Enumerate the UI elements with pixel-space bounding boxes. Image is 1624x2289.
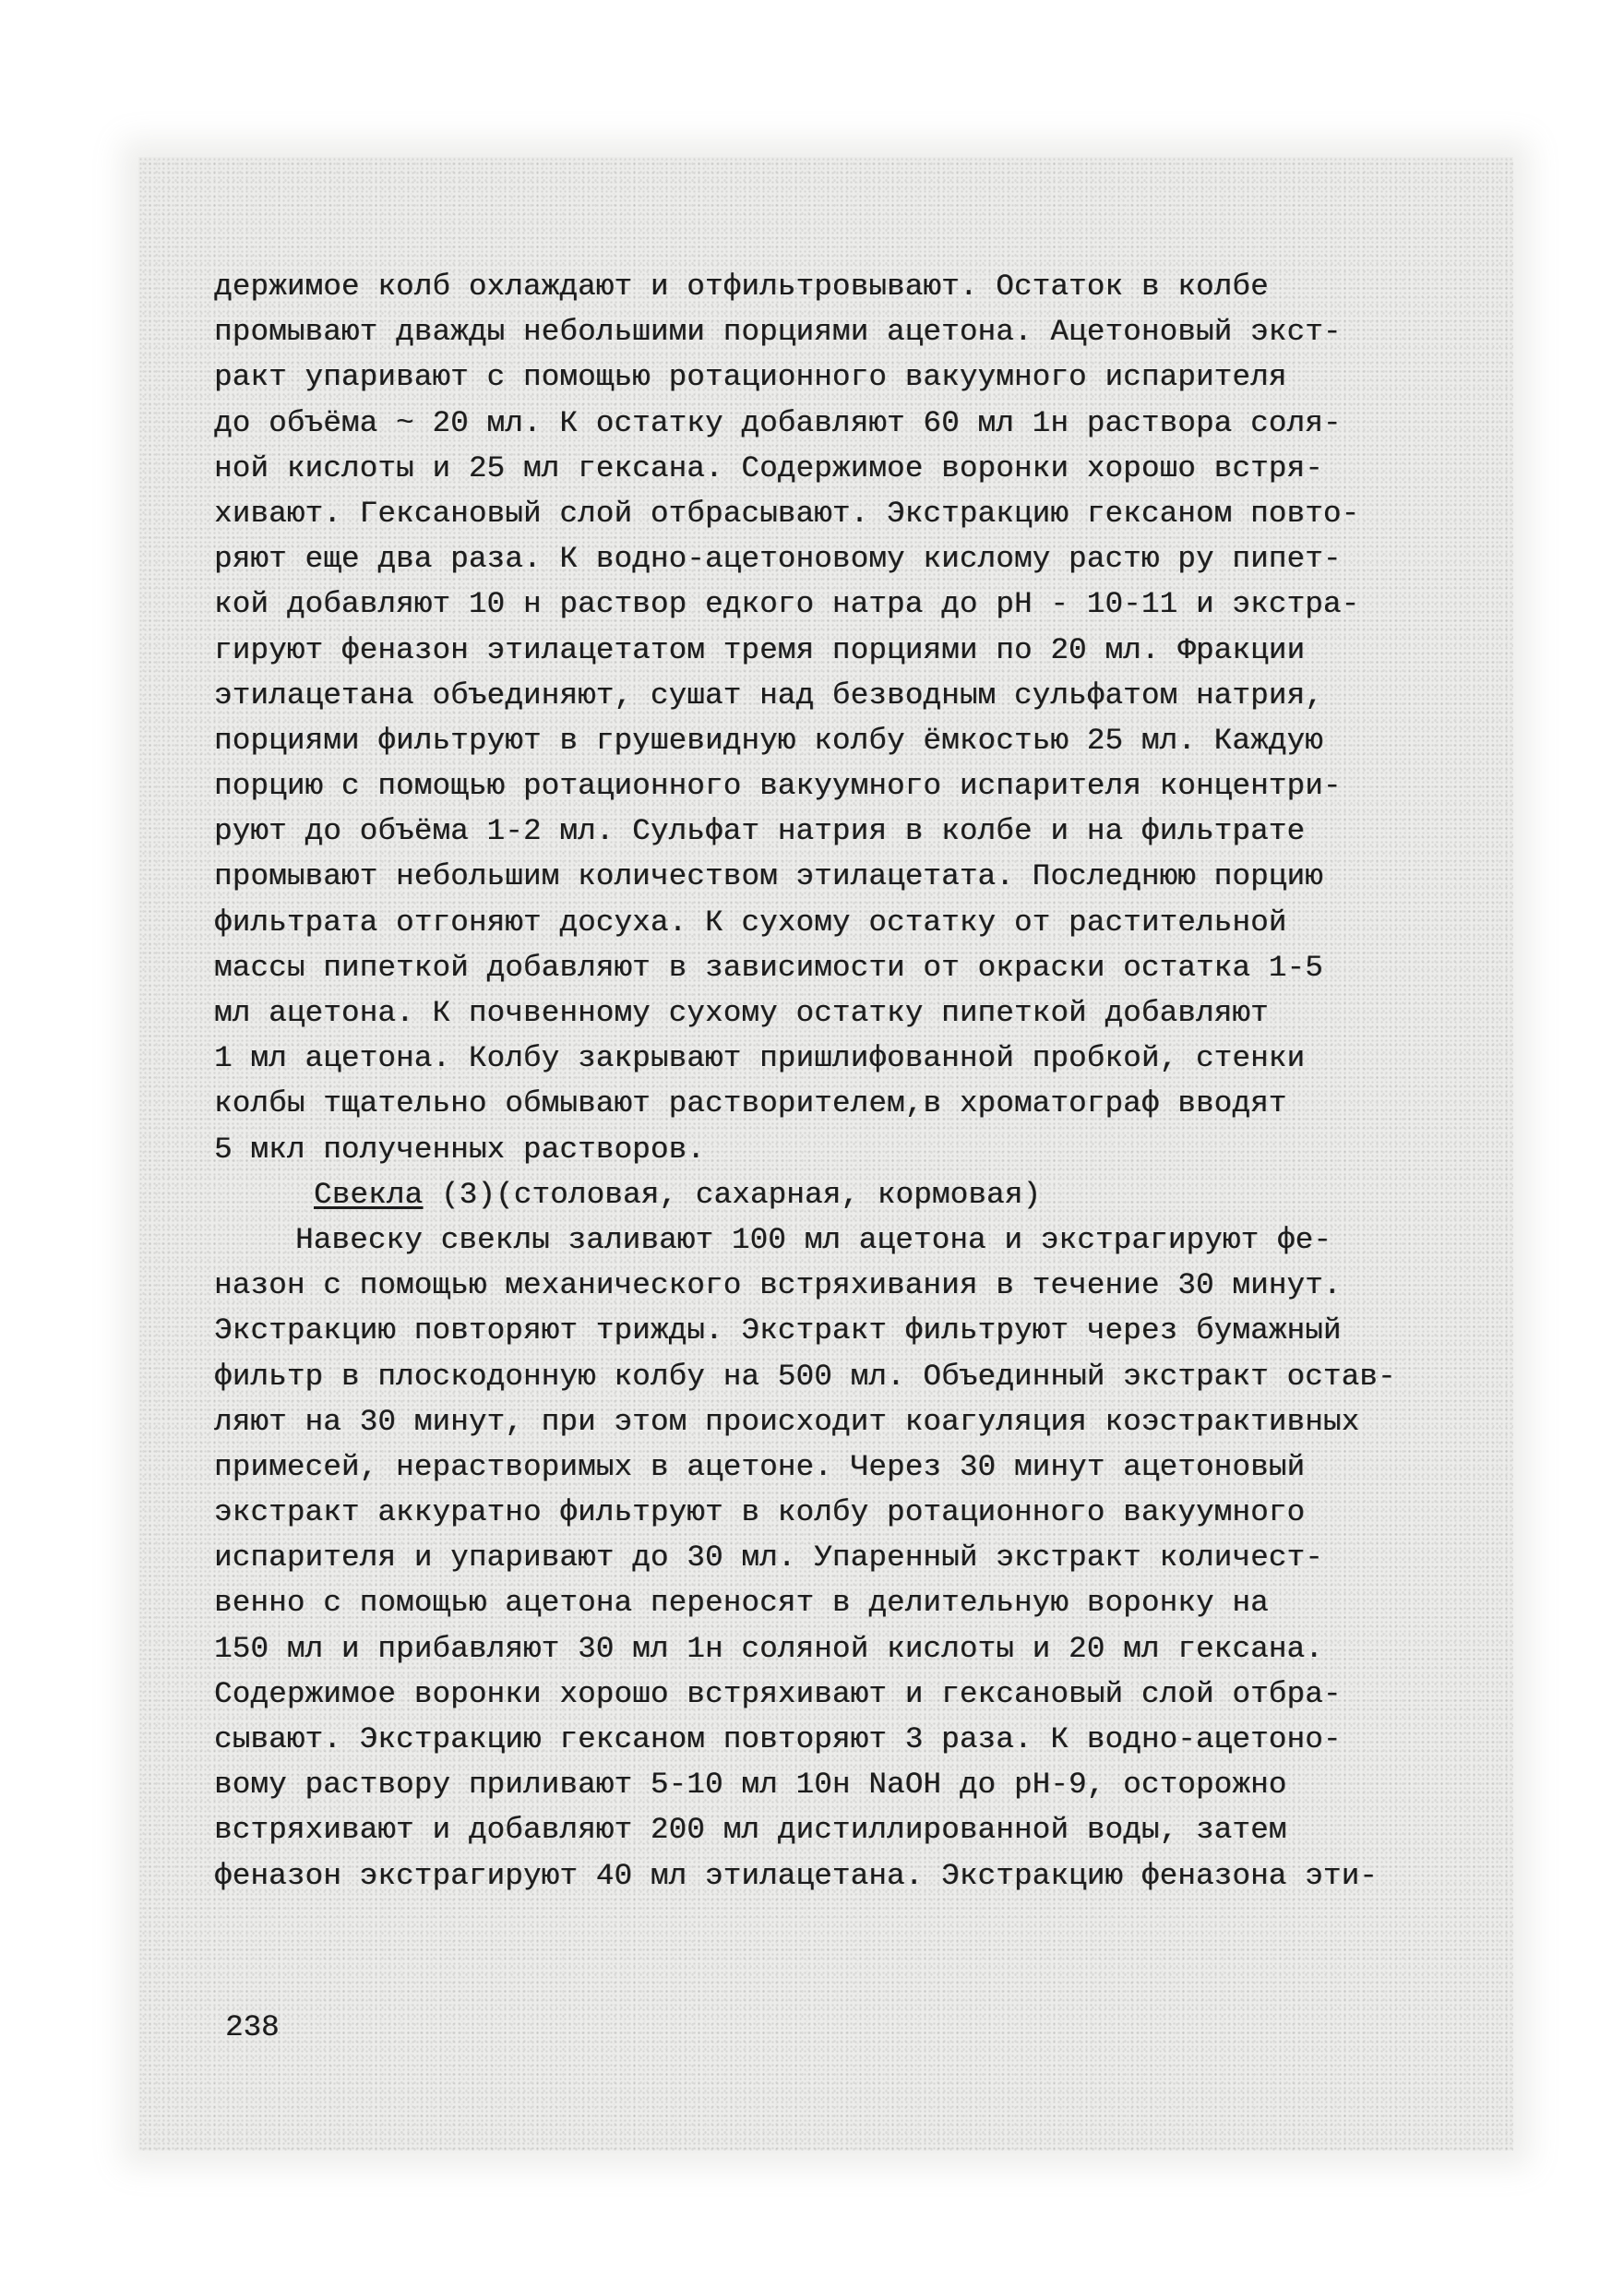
text-line: порцию с помощью ротационного вакуумного испарителя концентри- (214, 769, 1342, 804)
text-line: встряхивают и добавляют 200 мл дистиллированной воды, затем (214, 1813, 1287, 1848)
text-line: ной кислоты и 25 мл гексана. Содержимое воронки хорошо встря- (214, 450, 1323, 485)
text-line: фильтрата отгоняют досуха. К сухому остатку от растительной (214, 905, 1287, 940)
text-line: промывают небольшим количеством этилацетата. Последнюю порцию (214, 859, 1323, 894)
section-heading (214, 1172, 1487, 1217)
text-line: назон с помощью механического встряхивания в течение 30 минут. (214, 1268, 1342, 1303)
text-line: массы пипеткой добавляют в зависимости от окраски остатка 1-5 (214, 950, 1323, 985)
text-line: колбы тщательно обмывают растворителем,в хроматограф вводят (214, 1086, 1287, 1121)
paragraph-first-line: Навеску свеклы заливают 100 мл ацетона и экстрагируют фе- (295, 1222, 1332, 1257)
section-heading-word: Свекла (314, 1177, 424, 1212)
page-number: 238 (225, 2010, 280, 2044)
text-line: 1 мл ацетона. Колбу закрывают пришлифованной пробкой, стенки (214, 1041, 1306, 1076)
text-line: мл ацетона. К почвенному сухому остатку пипеткой добавляют (214, 996, 1269, 1030)
text-line: экстракт аккуратно фильтруют в колбу ротационного вакуумного (214, 1495, 1306, 1530)
text-line: ряют еще два раза. К водно-ацетоновому кислому растю ру пипет- (214, 542, 1342, 577)
text-line: сывают. Экстракцию гексаном повторяют 3 раза. К водно-ацетоно- (214, 1722, 1342, 1756)
text-line: испарителя и упаривают до 30 мл. Упаренный экстракт количест- (214, 1540, 1323, 1576)
text-line: Содержимое воронки хорошо встряхивают и гексановый слой отбра- (214, 1676, 1342, 1711)
text-line: 5 мкл полученных растворов. (214, 1132, 705, 1167)
document-body (214, 264, 1487, 1899)
text-line: вому раствору приливают 5-10 мл 10н NaOH до pH-9, осторожно (214, 1768, 1287, 1803)
text-line: Экстракцию повторяют трижды. Экстракт фильтруют через бумажный (214, 1313, 1342, 1348)
text-block-top (214, 264, 1487, 1172)
text-line: примесей, нерастворимых в ацетоне. Через 30 минут ацетоновый (214, 1449, 1306, 1484)
text-line: фильтр в плоскодонную колбу на 500 мл. Объединный экстракт остав- (214, 1359, 1396, 1394)
text-line: этилацетана объединяют, сушат над безводным сульфатом натрия, (214, 677, 1323, 713)
text-block-bottom (214, 1263, 1487, 1899)
text-line: гируют феназон этилацетатом тремя порциями по 20 мл. Фракции (214, 632, 1306, 667)
text-line: порциями фильтруют в грушевидную колбу ёмкостью 25 мл. Каждую (214, 723, 1323, 758)
text-line: кой добавляют 10 н раствор едкого натра до pH - 10-11 и экстра- (214, 587, 1360, 622)
text-line: венно с помощью ацетона переносят в делительную воронку на (214, 1586, 1269, 1621)
text-line: 150 мл и прибавляют 30 мл 1н соляной кислоты и 20 мл гексана. (214, 1631, 1323, 1666)
section-heading-rest: (3)(столовая, сахарная, кормовая) (423, 1177, 1042, 1212)
text-line: ракт упаривают с помощью ротационного вакуумного испарителя (214, 360, 1287, 395)
text-line: хивают. Гексановый слой отбрасывают. Экстракцию гексаном повто- (214, 496, 1360, 531)
text-line: промывают дважды небольшими порциями ацетона. Ацетоновый экст- (214, 315, 1342, 350)
text-line: держимое колб охлаждают и отфильтровывают. Остаток в колбе (214, 270, 1269, 304)
text-line: феназон экстрагируют 40 мл этилацетана. Экстракцию феназона эти- (214, 1858, 1379, 1893)
text-line: до объёма ~ 20 мл. К остатку добавляют 60 мл 1н раствора соля- (214, 405, 1342, 440)
text-line: руют до объёма 1-2 мл. Сульфат натрия в колбе и на фильтрате (214, 814, 1306, 849)
text-line: ляют на 30 минут, при этом происходит коагуляция коэстрактивных (214, 1404, 1360, 1439)
